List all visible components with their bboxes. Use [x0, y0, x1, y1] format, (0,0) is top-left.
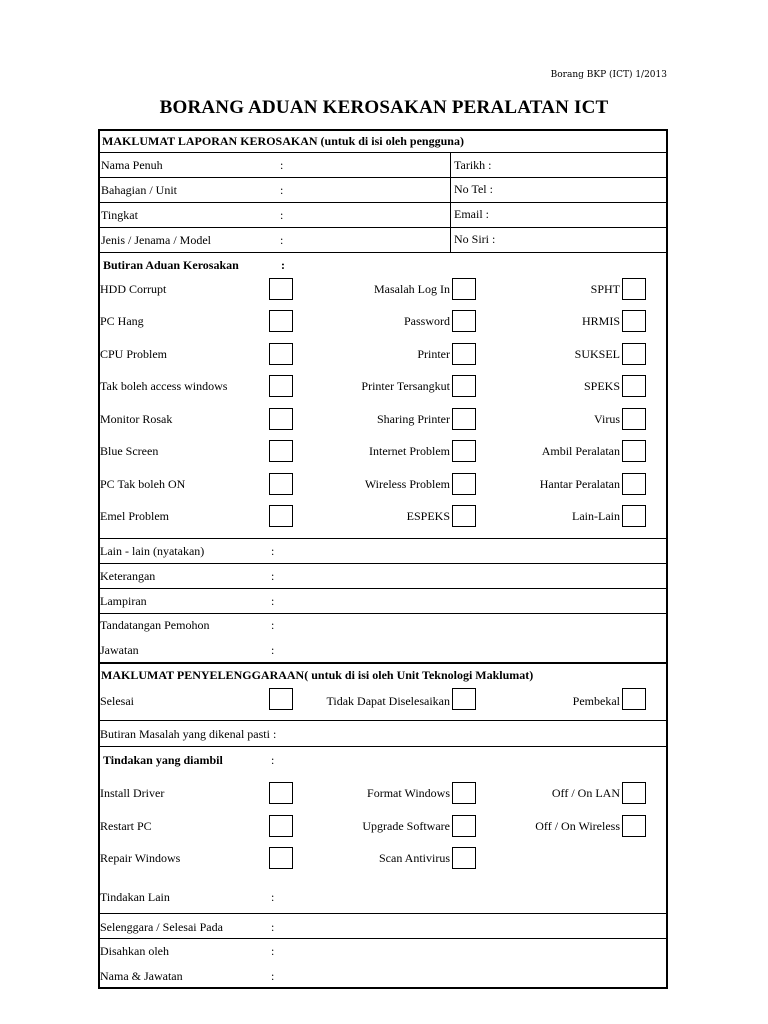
complaint-label: Wireless Problem	[364, 477, 450, 491]
complaint-heading: Butiran Aduan Kerosakan	[103, 258, 239, 272]
field-colon: :	[271, 618, 275, 632]
field-colon: :	[271, 594, 275, 608]
divider	[98, 252, 668, 253]
checkbox-password[interactable]	[452, 310, 476, 332]
checkbox-internet-problem[interactable]	[452, 440, 476, 462]
checkbox-tidak-dapat-diselesaikan[interactable]	[452, 688, 476, 710]
checkbox-scan-antivirus[interactable]	[452, 847, 476, 869]
checkbox-hrmis[interactable]	[622, 310, 646, 332]
field-colon: :	[271, 753, 275, 767]
field-label-jenis: Jenis / Jenama / Model	[101, 233, 211, 247]
checkbox-printer[interactable]	[452, 343, 476, 365]
action-label: Format Windows	[367, 786, 450, 800]
known-problem-label: Butiran Masalah yang dikenal pasti :	[100, 727, 277, 741]
checkbox-sharing-printer[interactable]	[452, 408, 476, 430]
checkbox-emel-problem[interactable]	[269, 505, 293, 527]
field-label-nama: Nama Penuh	[101, 158, 163, 172]
field-label-notel: No Tel :	[454, 182, 493, 196]
field-colon: :	[281, 258, 285, 272]
checkbox-virus[interactable]	[622, 408, 646, 430]
field-colon: :	[280, 158, 284, 172]
field-colon: :	[280, 208, 284, 222]
detail-label: Keterangan	[100, 569, 156, 583]
field-colon: :	[271, 890, 275, 904]
checkbox-wireless-problem[interactable]	[452, 473, 476, 495]
complaint-label: Printer Tersangkut	[361, 379, 450, 393]
completion-label: Selenggara / Selesai Pada	[100, 920, 223, 934]
complaint-label: Emel Problem	[100, 509, 169, 523]
field-colon: :	[271, 643, 275, 657]
complaint-label: Tak boleh access windows	[100, 379, 228, 393]
complaint-label: PC Tak boleh ON	[100, 477, 186, 491]
complaint-label: ESPEKS	[406, 509, 450, 523]
field-colon: :	[271, 920, 275, 934]
field-label-nosiri: No Siri :	[454, 232, 496, 246]
checkbox-printer-tersangkut[interactable]	[452, 375, 476, 397]
complaint-label: SPHT	[590, 282, 620, 296]
checkbox-speks[interactable]	[622, 375, 646, 397]
field-colon: :	[271, 569, 275, 583]
complaint-label: CPU Problem	[100, 347, 168, 361]
complaint-label: SUKSEL	[574, 347, 620, 361]
field-colon: :	[271, 944, 275, 958]
checkbox-format-windows[interactable]	[452, 782, 476, 804]
divider	[98, 938, 668, 939]
divider	[98, 202, 668, 203]
checkbox-pc-tak-on[interactable]	[269, 473, 293, 495]
checkbox-install-driver[interactable]	[269, 782, 293, 804]
section2-heading: MAKLUMAT PENYELENGGARAAN( untuk di isi oleh Unit Teknologi Maklumat)	[101, 668, 534, 682]
complaint-label: Masalah Log In	[374, 282, 450, 296]
divider	[98, 538, 668, 539]
checkbox-pembekal[interactable]	[622, 688, 646, 710]
detail-label: Jawatan	[100, 643, 139, 657]
complaint-label: Internet Problem	[369, 444, 450, 458]
form-code: Borang BKP (ICT) 1/2013	[550, 70, 667, 80]
action-label: Off / On LAN	[551, 786, 620, 800]
field-colon: :	[271, 544, 275, 558]
divider	[98, 588, 668, 589]
divider	[98, 563, 668, 564]
divider	[98, 746, 668, 747]
checkbox-cpu-problem[interactable]	[269, 343, 293, 365]
complaint-label: Password	[403, 314, 450, 328]
status-label: Tidak Dapat Diselesaikan	[326, 694, 450, 708]
field-label-email: Email :	[454, 207, 489, 221]
column-divider	[450, 152, 451, 252]
complaint-label: Hantar Peralatan	[539, 477, 620, 491]
complaint-label: HDD Corrupt	[100, 282, 167, 296]
divider	[98, 613, 668, 614]
checkbox-access-windows[interactable]	[269, 375, 293, 397]
field-label-tarikh: Tarikh :	[454, 158, 492, 172]
field-colon: :	[280, 183, 284, 197]
checkbox-masalah-login[interactable]	[452, 278, 476, 300]
checkbox-suksel[interactable]	[622, 343, 646, 365]
complaint-label: Printer	[417, 347, 450, 361]
action-label: Upgrade Software	[362, 819, 450, 833]
field-label-bahagian: Bahagian / Unit	[101, 183, 177, 197]
status-label: Pembekal	[572, 694, 620, 708]
checkbox-off-on-lan[interactable]	[622, 782, 646, 804]
complaint-label: Lain-Lain	[572, 509, 620, 523]
complaint-label: Monitor Rosak	[100, 412, 173, 426]
complaint-label: Blue Screen	[100, 444, 159, 458]
divider	[98, 662, 668, 664]
checkbox-upgrade-software[interactable]	[452, 815, 476, 837]
action-label: Off / On Wireless	[535, 819, 620, 833]
complaint-label: Virus	[594, 412, 620, 426]
status-label: Selesai	[100, 694, 134, 708]
action-label: Scan Antivirus	[379, 851, 450, 865]
complaint-label: Sharing Printer	[377, 412, 450, 426]
completion-label: Nama & Jawatan	[100, 969, 183, 983]
divider	[98, 152, 668, 153]
field-colon: :	[271, 969, 275, 983]
detail-label: Lampiran	[100, 594, 147, 608]
action-heading: Tindakan yang diambil	[103, 753, 223, 767]
checkbox-blue-screen[interactable]	[269, 440, 293, 462]
checkbox-monitor-rosak[interactable]	[269, 408, 293, 430]
divider	[98, 720, 668, 721]
complaint-label: PC Hang	[100, 314, 144, 328]
field-label-tingkat: Tingkat	[101, 208, 138, 222]
complaint-label: Ambil Peralatan	[541, 444, 620, 458]
complaint-label: HRMIS	[581, 314, 620, 328]
checkbox-repair-windows[interactable]	[269, 847, 293, 869]
section1-heading: MAKLUMAT LAPORAN KEROSAKAN (untuk di isi oleh pengguna)	[102, 134, 464, 148]
checkbox-lain-lain[interactable]	[622, 505, 646, 527]
checkbox-espeks[interactable]	[452, 505, 476, 527]
detail-label: Lain - lain (nyatakan)	[100, 544, 205, 558]
divider	[98, 227, 668, 228]
checkbox-hdd-corrupt[interactable]	[269, 278, 293, 300]
checkbox-pc-hang[interactable]	[269, 310, 293, 332]
checkbox-restart-pc[interactable]	[269, 815, 293, 837]
checkbox-off-on-wireless[interactable]	[622, 815, 646, 837]
completion-label: Disahkan oleh	[100, 944, 169, 958]
checkbox-hantar-peralatan[interactable]	[622, 473, 646, 495]
checkbox-spht[interactable]	[622, 278, 646, 300]
divider	[98, 913, 668, 914]
action-label: Repair Windows	[100, 851, 181, 865]
action-label: Install Driver	[100, 786, 165, 800]
checkbox-selesai[interactable]	[269, 688, 293, 710]
complaint-label: SPEKS	[583, 379, 620, 393]
action-label: Restart PC	[100, 819, 152, 833]
field-colon: :	[280, 233, 284, 247]
detail-label: Tandatangan Pemohon	[100, 618, 210, 632]
form-title: BORANG ADUAN KEROSAKAN PERALATAN ICT	[159, 97, 609, 118]
divider	[98, 177, 668, 178]
checkbox-ambil-peralatan[interactable]	[622, 440, 646, 462]
other-action-label: Tindakan Lain	[100, 890, 170, 904]
